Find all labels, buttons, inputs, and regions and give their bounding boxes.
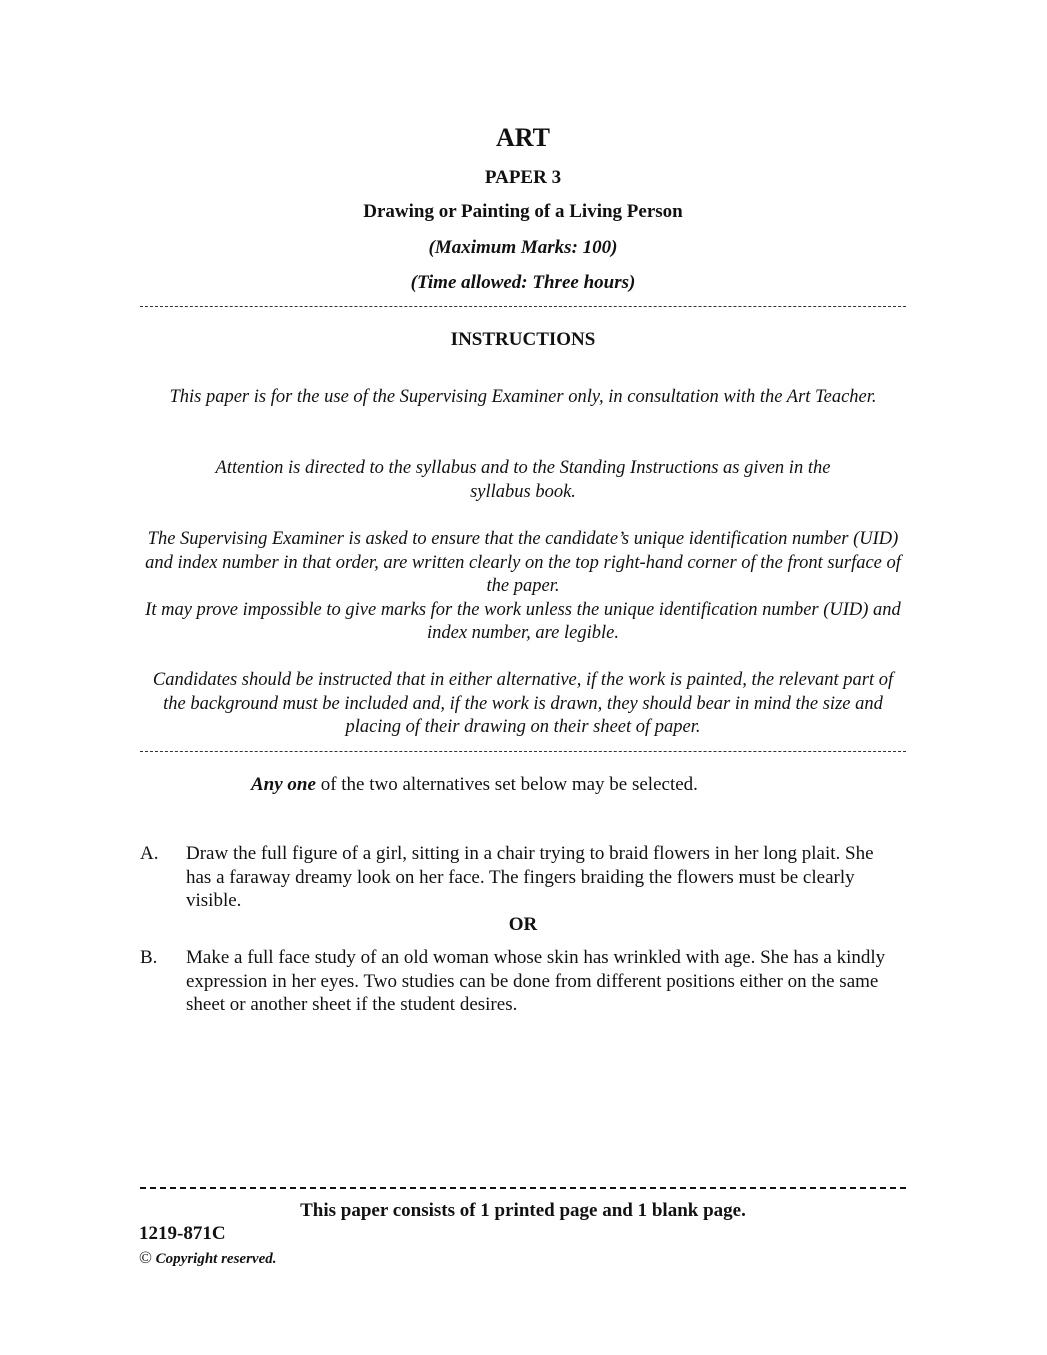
middle-divider xyxy=(140,751,906,752)
instruction-paragraph-3 xyxy=(140,528,906,646)
paper-subtitle: Drawing or Painting of a Living Person xyxy=(363,201,683,222)
instruction-paragraph-3b: It may prove impossible to give marks for the work unless the unique identification number (UID) and index number, are legible. xyxy=(145,599,901,643)
paper-number: PAPER 3 xyxy=(484,167,562,188)
copyright-notice xyxy=(139,1248,277,1269)
copyright-icon: © xyxy=(139,1248,152,1267)
option-b-text: Make a full face study of an old woman whose skin has wrinkled with age. She has a kindly expression in her eyes. Two studies can be done from different positions either on the same sheet or another sheet if the student desires. xyxy=(186,947,886,1015)
option-a xyxy=(140,842,910,913)
paper-code: 1219-871C xyxy=(139,1223,226,1244)
instruction-paragraph-2: Attention is directed to the syllabus and to the Standing Instructions as given in the syllabus book. xyxy=(215,458,831,502)
option-b xyxy=(140,946,910,1017)
or-separator: OR xyxy=(508,914,538,935)
footer-divider xyxy=(140,1187,906,1189)
instructions-heading: INSTRUCTIONS xyxy=(450,329,596,350)
option-b-letter: B. xyxy=(140,947,158,968)
selection-emphasis: Any one xyxy=(251,774,316,795)
page-title: ART xyxy=(496,123,550,152)
instruction-paragraph-1: This paper is for the use of the Supervising Examiner only, in consultation with the Art Teacher. xyxy=(169,387,877,407)
instruction-paragraph-4: Candidates should be instructed that in either alternative, if the work is painted, the relevant part of the background must be included and, if the work is drawn, they should bear in mind the size and placing of their drawing on their sheet of paper. xyxy=(152,670,894,737)
top-divider xyxy=(140,306,906,307)
selection-note xyxy=(251,773,698,797)
instruction-paragraph-3a: The Supervising Examiner is asked to ensure that the candidate’s unique identification number (UID) and index number in that order, are written clearly on the top right-hand corner of the front surface of the paper. xyxy=(145,529,901,596)
option-a-text: Draw the full figure of a girl, sitting in a chair trying to braid flowers in her long plait. She has a faraway dreamy look on her face. The fingers braiding the flowers must be clearly visible. xyxy=(186,843,874,911)
page-count-note: This paper consists of 1 printed page and 1 blank page. xyxy=(300,1200,746,1221)
copyright-text: Copyright reserved. xyxy=(155,1251,277,1267)
maximum-marks: (Maximum Marks: 100) xyxy=(428,237,618,258)
time-allowed: (Time allowed: Three hours) xyxy=(410,272,636,293)
selection-text: of the two alternatives set below may be selected. xyxy=(315,774,698,795)
option-a-letter: A. xyxy=(140,843,159,864)
